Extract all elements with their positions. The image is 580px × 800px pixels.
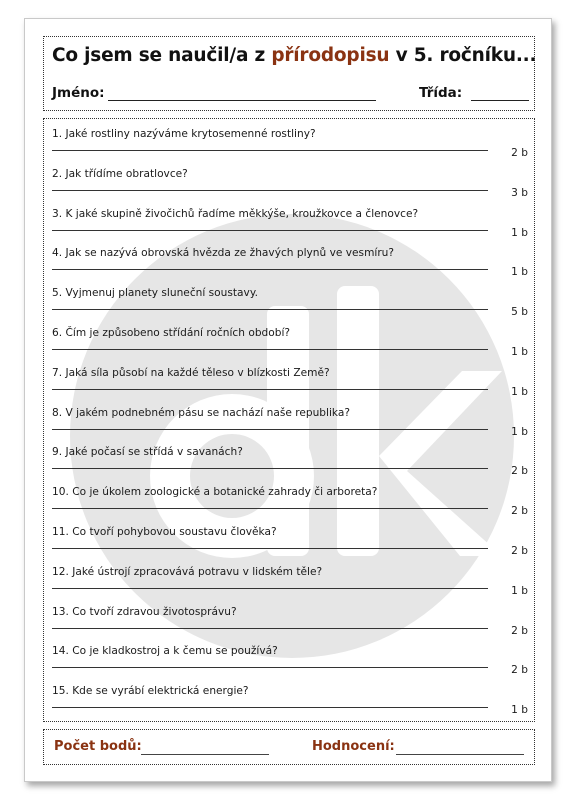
answer-line[interactable] [52, 628, 488, 629]
question-points: 2 b [511, 505, 528, 518]
points-total-label: Počet bodů: [54, 739, 142, 754]
answer-line[interactable] [52, 190, 488, 191]
question-points: 1 b [511, 346, 528, 358]
question-text: 8. V jakém podnebném pásu se nachází naše republika? [52, 406, 350, 419]
class-field[interactable] [471, 100, 529, 101]
answer-line[interactable] [52, 588, 488, 589]
header-box [43, 36, 535, 111]
question-points: 1 b [511, 584, 528, 597]
question-text: 15. Kde se vyrábí elektrická energie? [52, 685, 249, 698]
title-end: v 5. ročníku... [389, 45, 537, 66]
question-text: 3. K jaké skupině živočichů řadíme měkkýše, kroužkovce a členovce? [52, 207, 419, 220]
grade-field[interactable] [396, 754, 524, 755]
question-text: 12. Jaké ústrojí zpracovává potravu v lidském těle? [52, 565, 323, 578]
question-item [52, 526, 528, 566]
answer-line[interactable] [52, 508, 488, 509]
name-field[interactable] [108, 100, 376, 101]
question-points: 1 b [511, 226, 528, 239]
class-label: Třída: [419, 85, 463, 101]
question-points: 1 b [511, 704, 528, 717]
answer-line[interactable] [52, 429, 488, 430]
title-start: Co jsem se naučil/a z [52, 45, 272, 66]
answer-line[interactable] [52, 548, 488, 549]
title-subject: přírodopisu [271, 45, 390, 66]
grade-label: Hodnocení: [312, 739, 395, 754]
question-points: 1 b [511, 425, 528, 438]
question-points: 2 b [511, 664, 528, 677]
answer-line[interactable] [52, 230, 488, 231]
question-item [52, 287, 528, 327]
question-text: 10. Co je úkolem zoologické a botanické zahrady či arboreta? [52, 486, 378, 499]
question-text: 7. Jaká síla působí na každé těleso v blízkosti Země? [52, 366, 330, 379]
question-points: 2 b [511, 545, 528, 557]
question-item [52, 446, 528, 486]
question-points: 1 b [511, 385, 528, 398]
answer-line[interactable] [52, 389, 488, 390]
question-item [52, 486, 528, 526]
answer-line[interactable] [52, 667, 488, 668]
footer-box [43, 729, 535, 765]
question-text: 6. Čím je způsobeno střídání ročních období? [52, 327, 291, 339]
question-points: 5 b [511, 306, 528, 319]
question-points: 3 b [511, 186, 528, 199]
question-item [52, 606, 528, 646]
question-text: 5. Vyjmenuj planety sluneční soustavy. [52, 287, 258, 300]
question-item [52, 128, 528, 168]
question-item [52, 208, 528, 248]
question-item [52, 168, 528, 208]
answer-line[interactable] [52, 468, 488, 469]
question-text: 9. Jaké počasí se střídá v savanách? [52, 446, 243, 459]
questions-box [43, 118, 535, 722]
question-item [52, 407, 528, 447]
question-item [52, 566, 528, 606]
answer-line[interactable] [52, 349, 488, 350]
question-text: 1. Jaké rostliny nazýváme krytosemenné rostliny? [52, 128, 316, 140]
worksheet-title [52, 45, 536, 66]
answer-line[interactable] [52, 309, 488, 310]
answer-line[interactable] [52, 707, 488, 708]
question-points: 2 b [511, 147, 528, 159]
question-item [52, 685, 528, 725]
question-points: 2 b [511, 624, 528, 637]
question-item [52, 367, 528, 407]
question-item [52, 247, 528, 287]
name-label: Jméno: [52, 85, 105, 101]
question-text: 4. Jak se nazývá obrovská hvězda ze žhavých plynů ve vesmíru? [52, 247, 395, 260]
question-item [52, 327, 528, 367]
question-text: 2. Jak třídíme obratlovce? [52, 167, 188, 180]
question-text: 13. Co tvoří zdravou životosprávu? [52, 605, 237, 618]
question-item [52, 645, 528, 685]
question-points: 2 b [511, 465, 528, 478]
answer-line[interactable] [52, 150, 488, 151]
question-points: 1 b [511, 266, 528, 279]
points-total-field[interactable] [141, 754, 269, 755]
question-text: 11. Co tvoří pohybovou soustavu člověka? [52, 526, 277, 538]
question-text: 14. Co je kladkostroj a k čemu se používá? [52, 645, 278, 658]
answer-line[interactable] [52, 269, 488, 270]
